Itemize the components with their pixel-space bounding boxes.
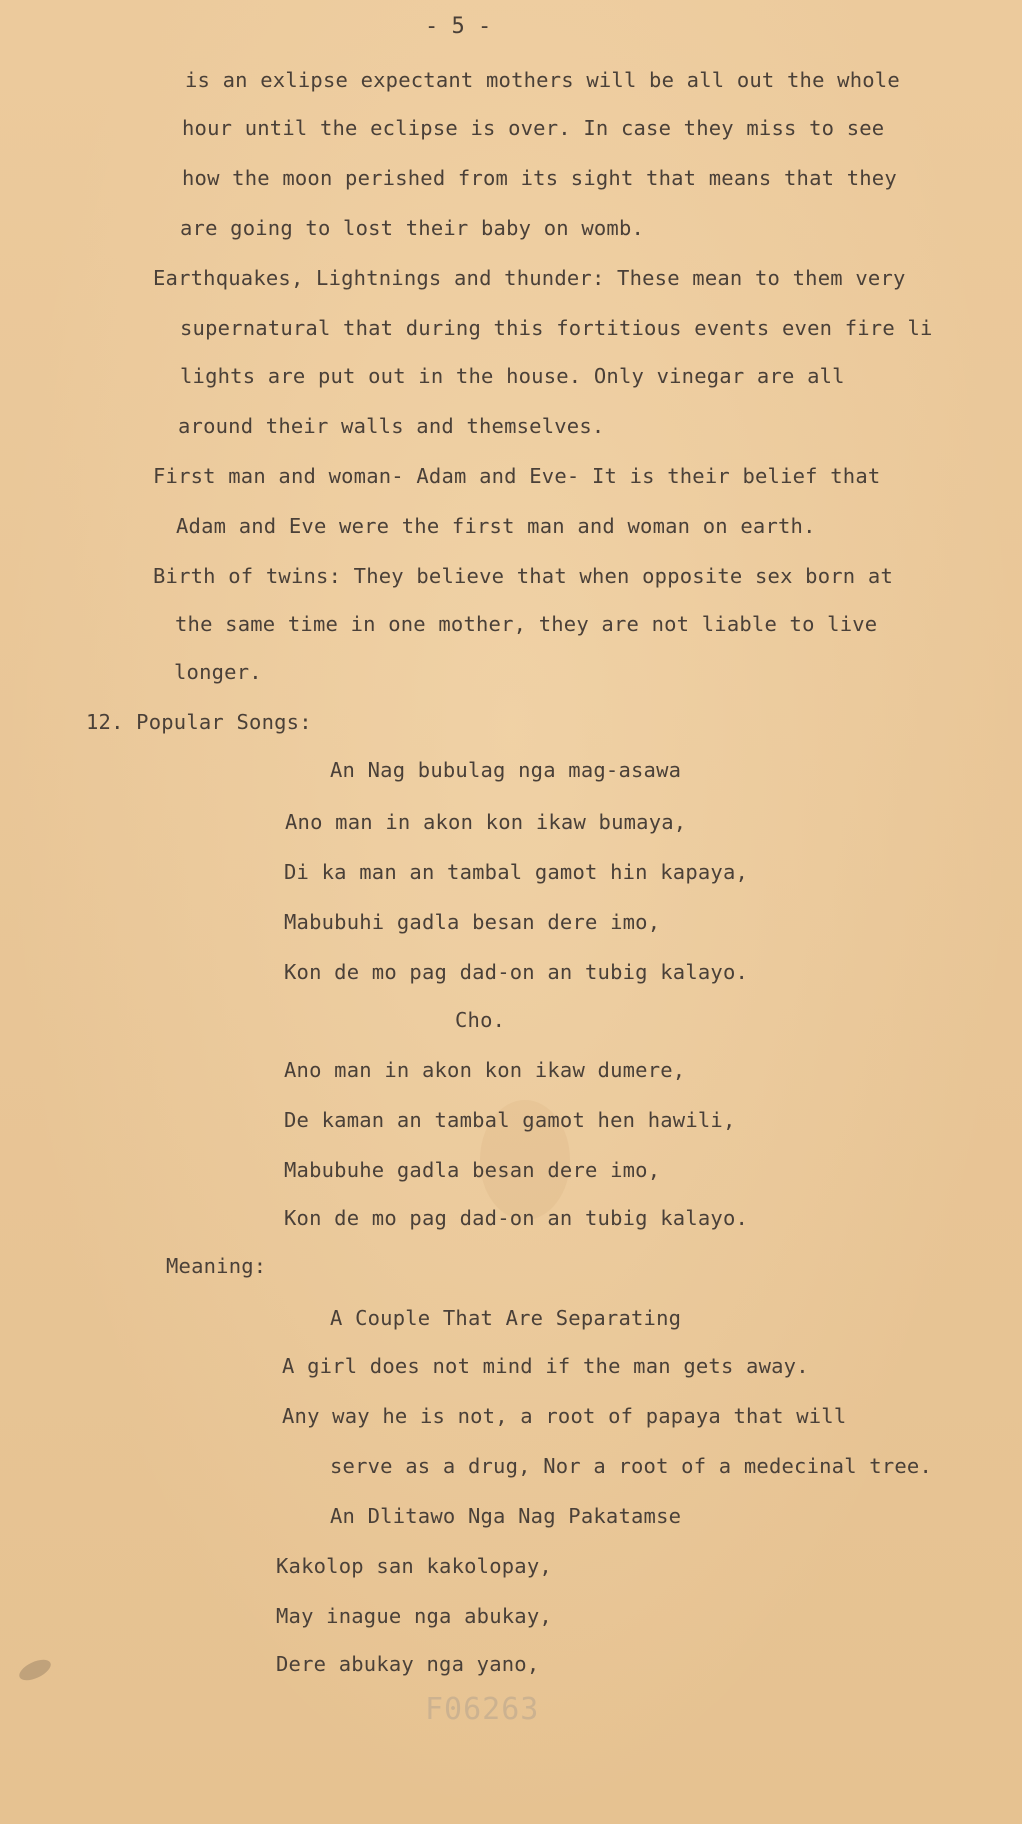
verse-line: Mabubuhe gadla besan dere imo, (284, 1158, 661, 1182)
text-line: are going to lost their baby on womb. (180, 216, 645, 240)
text-line: is an exlipse expectant mothers will be all out the whole (185, 68, 900, 92)
text-line: hour until the eclipse is over. In case they miss to see (182, 116, 885, 140)
archive-stamp: F06263 (425, 1692, 540, 1727)
song-title: An Nag bubulag nga mag-asawa (330, 758, 682, 782)
text-line: around their walls and themselves. (178, 414, 605, 438)
verse-line: Kon de mo pag dad-on an tubig kalayo. (284, 960, 749, 984)
meaning-label: Meaning: (166, 1254, 267, 1278)
verse-line: Kakolop san kakolopay, (276, 1554, 552, 1578)
text-line: longer. (174, 660, 262, 684)
song-title: A Couple That Are Separating (330, 1306, 682, 1330)
meaning-line: A girl does not mind if the man gets away. (282, 1354, 809, 1378)
verse-line: Dere abukay nga yano, (276, 1652, 540, 1676)
meaning-line: Any way he is not, a root of papaya that will (282, 1404, 847, 1428)
text-line: lights are put out in the house. Only vinegar are all (180, 364, 845, 388)
meaning-line: serve as a drug, Nor a root of a medecinal tree. (330, 1454, 933, 1478)
text-line: Birth of twins: They believe that when opposite sex born at (153, 564, 893, 588)
text-line: Earthquakes, Lightnings and thunder: These mean to them very (153, 266, 906, 290)
text-line: the same time in one mother, they are not liable to live (175, 612, 878, 636)
verse-line: De kaman an tambal gamot hen hawili, (284, 1108, 736, 1132)
page-number: - 5 - (425, 14, 492, 39)
text-line: First man and woman- Adam and Eve- It is their belief that (153, 464, 881, 488)
text-line: how the moon perished from its sight that means that they (182, 166, 897, 190)
chorus-label: Cho. (455, 1008, 506, 1032)
text-line: Adam and Eve were the first man and woman on earth. (176, 514, 816, 538)
verse-line: Mabubuhi gadla besan dere imo, (284, 910, 661, 934)
song-title: An Dlitawo Nga Nag Pakatamse (330, 1504, 682, 1528)
verse-line: May inague nga abukay, (276, 1604, 552, 1628)
ink-smudge (16, 1656, 54, 1685)
text-line: supernatural that during this fortitious events even fire li (180, 316, 933, 340)
section-heading: 12. Popular Songs: (86, 710, 312, 734)
verse-line: Di ka man an tambal gamot hin kapaya, (284, 860, 749, 884)
verse-line: Ano man in akon kon ikaw dumere, (284, 1058, 686, 1082)
verse-line: Ano man in akon kon ikaw bumaya, (285, 810, 687, 834)
verse-line: Kon de mo pag dad-on an tubig kalayo. (284, 1206, 749, 1230)
